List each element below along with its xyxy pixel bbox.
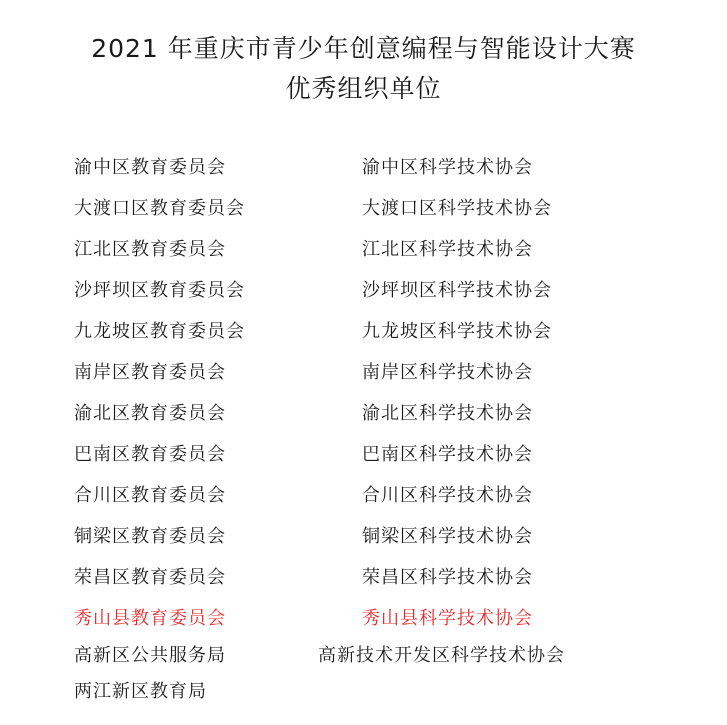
- right-org-name: 沙坪坝区科学技术协会: [362, 280, 552, 301]
- left-org-name: 渝北区教育委员会: [74, 403, 226, 424]
- right-org-name: 九龙坡区科学技术协会: [362, 321, 552, 342]
- left-org-name: 渝中区教育委员会: [74, 157, 226, 178]
- right-org-name: 大渡口区科学技术协会: [362, 198, 552, 219]
- left-org-name: 合川区教育委员会: [74, 485, 226, 506]
- right-org-name: 南岸区科学技术协会: [362, 362, 533, 383]
- left-org-name: 两江新区教育局: [74, 681, 207, 702]
- left-org-name: 九龙坡区教育委员会: [74, 321, 245, 342]
- right-org-name: 高新技术开发区科学技术协会: [318, 645, 565, 666]
- right-org-name: 巴南区科学技术协会: [362, 444, 533, 465]
- right-org-name: 铜梁区科学技术协会: [362, 526, 533, 547]
- left-org-name: 南岸区教育委员会: [74, 362, 226, 383]
- left-org-name: 江北区教育委员会: [74, 239, 226, 260]
- left-org-name: 高新区公共服务局: [74, 645, 226, 666]
- right-org-name: 合川区科学技术协会: [362, 485, 533, 506]
- left-org-name: 大渡口区教育委员会: [74, 198, 245, 219]
- title-line-2: 优秀组织单位: [285, 74, 442, 103]
- left-org-name-highlighted: 秀山县教育委员会: [74, 608, 226, 629]
- left-org-name: 巴南区教育委员会: [74, 444, 226, 465]
- right-org-name: 江北区科学技术协会: [362, 239, 533, 260]
- title-line-1: 2021 年重庆市青少年创意编程与智能设计大赛: [91, 34, 636, 63]
- left-org-name: 沙坪坝区教育委员会: [74, 280, 245, 301]
- right-org-name-highlighted: 秀山县科学技术协会: [362, 608, 533, 629]
- left-org-name: 铜梁区教育委员会: [74, 526, 226, 547]
- right-org-name: 渝北区科学技术协会: [362, 403, 533, 424]
- right-org-name: 荣昌区科学技术协会: [362, 567, 533, 588]
- left-org-name: 荣昌区教育委员会: [74, 567, 226, 588]
- right-org-name: 渝中区科学技术协会: [362, 157, 533, 178]
